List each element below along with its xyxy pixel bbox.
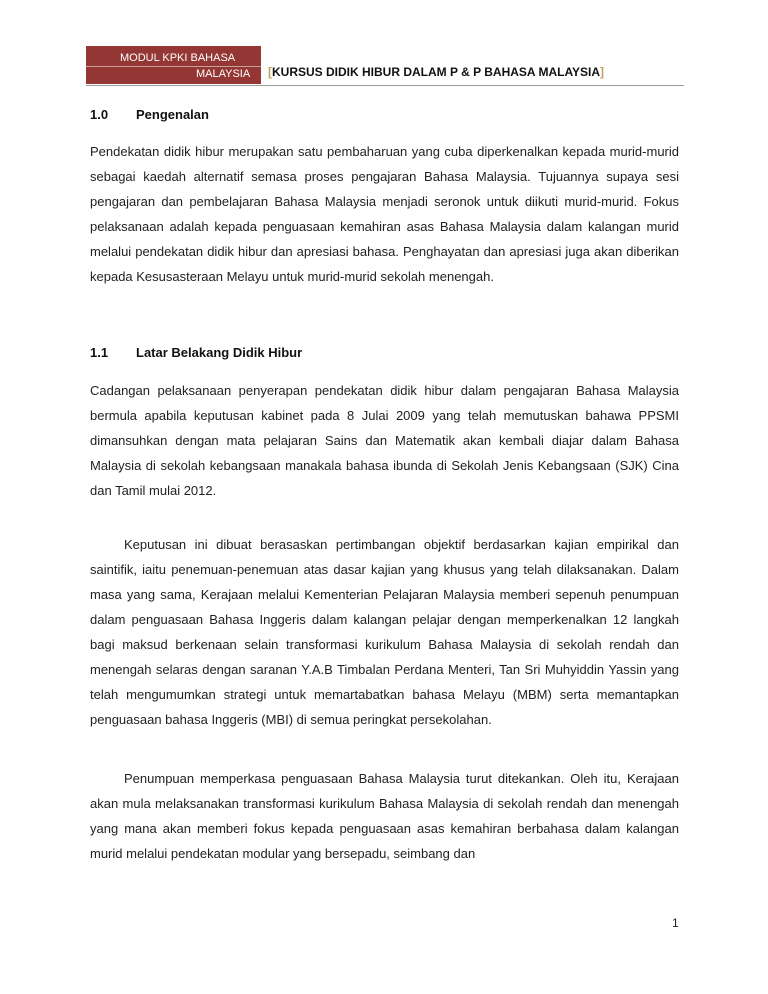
section-title: Pengenalan: [136, 107, 209, 122]
section-number: 1.1: [90, 345, 109, 360]
page-number: 1: [672, 916, 679, 930]
paragraph-penumpuan: Penumpuan memperkasa penguasaan Bahasa Malaysia turut ditekankan. Oleh itu, Kerajaan akan mula melaksanakan transformasi kurikulum Bahasa Malaysia di sekolah rendah dan menengah yang mana akan memberi fokus kepada penguasaan asas kemahiran berbahasa dalam kalangan murid melalui pendekatan modular yang bersepadu, seimbang dan: [90, 771, 679, 861]
paragraph-pengenalan: Pendekatan didik hibur merupakan satu pembaharuan yang cuba diperkenalkan kepada murid-murid sebagai kaedah alternatif semasa proses pengajaran Bahasa Malaysia. Tujuannya supaya sesi pengajaran dan pembelajaran Bahasa Malaysia menjadi seronok untuk diikuti murid-murid. Fokus pelaksanaan adalah kepada penguasaan kemahiran asas Bahasa Malaysia dalam kalangan murid melalui pendekatan didik hibur dan apresiasi bahasa. Penghayatan dan apresiasi juga akan diberikan kepada Kesusasteraan Melayu untuk murid-murid sekolah menengah.: [90, 144, 679, 284]
document-header-title: [268, 65, 604, 79]
module-label-box: [86, 46, 261, 84]
section-heading-pengenalan: [90, 107, 209, 122]
paragraph-keputusan: Keputusan ini dibuat berasaskan pertimbangan objektif berdasarkan kajian empirikal dan saintifik, iaitu penemuan-penemuan atas dasar kajian yang khusus yang telah dilaksanakan. Dalam masa yang sama, Kerajaan melalui Kementerian Pelajaran Malaysia memberi sepenuh penumpuan dalam penguasaan Bahasa Inggeris dalam kalangan pelajar dengan memperkenalkan 12 langkah bagi maksud berkenaan selain transformasi kurikulum Bahasa Malaysia di sekolah rendah dan menengah selaras dengan saranan Y.A.B Timbalan Perdana Menteri, Tan Sri Muhyiddin Yassin yang telah mengumumkan strategi untuk memartabatkan bahasa Melayu (MBM) serta memantapkan penguasaan bahasa Inggeris (MBI) di semua peringkat persekolahan.: [90, 537, 679, 727]
section-number: 1.0: [90, 107, 109, 122]
header-title-text: KURSUS DIDIK HIBUR DALAM P & P BAHASA MALAYSIA: [272, 65, 601, 79]
section-heading-latar-belakang: [90, 345, 302, 360]
section-title: Latar Belakang Didik Hibur: [136, 345, 303, 360]
header-bracket-close: ]: [600, 65, 605, 79]
paragraph-cadangan: Cadangan pelaksanaan penyerapan pendekatan didik hibur dalam pengajaran Bahasa Malaysia bermula apabila keputusan kabinet pada 8 Julai 2009 yang telah memutuskan bahawa PPSMI dimansuhkan dengan mata pelajaran Sains dan Matematik akan kembali diajar dalam Bahasa Malaysia di sekolah kebangsaan manakala bahasa ibunda di Sekolah Jenis Kebangsaan (SJK) Cina dan Tamil mulai 2012.: [90, 383, 679, 498]
module-label-line2: MALAYSIA: [196, 68, 251, 80]
module-label-line1: MODUL KPKI BAHASA: [120, 52, 236, 64]
header-rule: [86, 85, 684, 86]
header-bracket-open: [: [268, 65, 272, 79]
